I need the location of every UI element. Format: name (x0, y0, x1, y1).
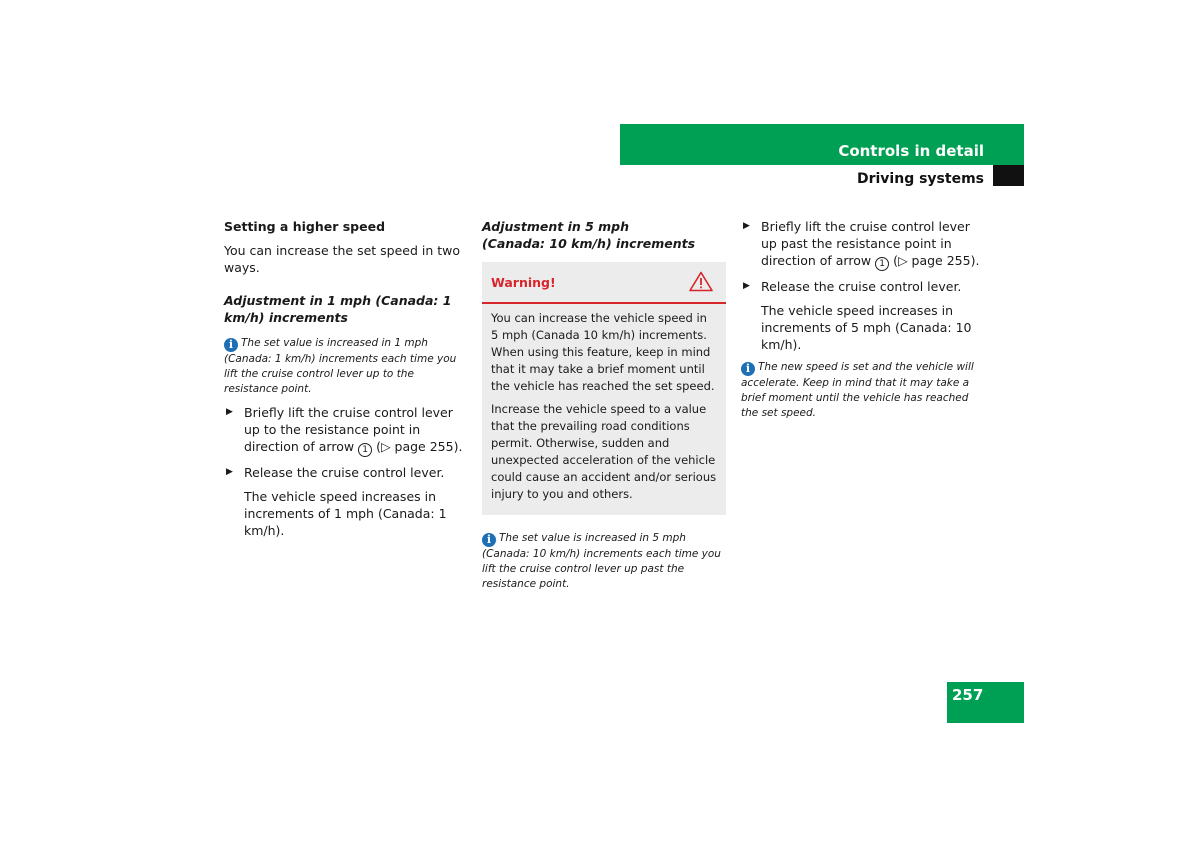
warning-box (482, 262, 726, 515)
arrow-number-icon: 1 (358, 443, 372, 457)
step-lift-lever-past (741, 218, 987, 271)
subsection-title: Driving systems (856, 171, 984, 187)
section-title: Controls in detail (838, 142, 984, 160)
info-icon: i (482, 533, 496, 547)
warning-triangle-icon (689, 271, 713, 292)
warning-title: Warning! (491, 275, 556, 290)
step-release-lever (224, 464, 466, 481)
step-text: Release the cruise control lever. (244, 465, 445, 480)
triangle-bullet-icon: ▶ (226, 407, 233, 417)
warning-header (482, 262, 726, 304)
triangle-bullet-icon: ▶ (743, 281, 750, 291)
warning-paragraph: Increase the vehicle speed to a value that the prevailing road conditions permit. Otherwise, sudden and unexpected acceleration of the vehicle could cause an accident and/or serious injury to you and others. (491, 402, 717, 501)
result-text: The vehicle speed increases in increments of 5 mph (Canada: 10 km/h). (761, 303, 972, 352)
section-tab-marker (993, 165, 1024, 186)
page-reference-link[interactable]: (▷ page 255). (376, 439, 463, 454)
step-text: Briefly lift the cruise control lever up to the resistance point in direction of arrow (244, 405, 453, 454)
step-text: Briefly lift the cruise control lever up past the resistance point in direction of arrow (761, 219, 970, 268)
column-left (224, 218, 466, 546)
info-note-5mph (482, 531, 726, 592)
subheading-1mph: Adjustment in 1 mph (Canada: 1 km/h) increments (224, 293, 452, 325)
info-note-text: The new speed is set and the vehicle will accelerate. Keep in mind that it may take a brief moment until the vehicle has reached the set speed. (741, 361, 974, 419)
arrow-number-icon: 1 (875, 257, 889, 271)
info-icon: i (224, 338, 238, 352)
info-icon: i (741, 362, 755, 376)
info-note-text: The set value is increased in 1 mph (Canada: 1 km/h) increments each time you lift the cruise control lever up to the resistance point. (224, 337, 457, 395)
info-note-accelerate (741, 360, 987, 421)
intro-text: You can increase the set speed in two ways. (224, 243, 461, 275)
warning-paragraph: You can increase the vehicle speed in 5 mph (Canada 10 km/h) increments. When using this feature, keep in mind that it may take a brief moment until the vehicle has reached the set speed. (491, 311, 715, 393)
page-number: 257 (952, 686, 984, 704)
step-text: Release the cruise control lever. (761, 279, 962, 294)
column-middle (482, 218, 726, 599)
column-right (741, 218, 987, 428)
triangle-bullet-icon: ▶ (743, 221, 750, 231)
subheading-5mph-line1: Adjustment in 5 mph (482, 219, 630, 234)
step-release-lever (741, 278, 987, 295)
result-text: The vehicle speed increases in increments of 1 mph (Canada: 1 km/h). (244, 489, 447, 538)
page-reference-link[interactable]: (▷ page 255). (893, 253, 980, 268)
heading-setting-higher-speed: Setting a higher speed (224, 219, 386, 234)
triangle-bullet-icon: ▶ (226, 467, 233, 477)
info-note-text: The set value is increased in 5 mph (Canada: 10 km/h) increments each time you lift the cruise control lever up past the resistance point. (482, 532, 721, 590)
step-lift-lever (224, 404, 466, 457)
info-note-1mph (224, 336, 466, 397)
subheading-5mph-line2: (Canada: 10 km/h) increments (482, 236, 696, 251)
warning-body (482, 304, 726, 503)
